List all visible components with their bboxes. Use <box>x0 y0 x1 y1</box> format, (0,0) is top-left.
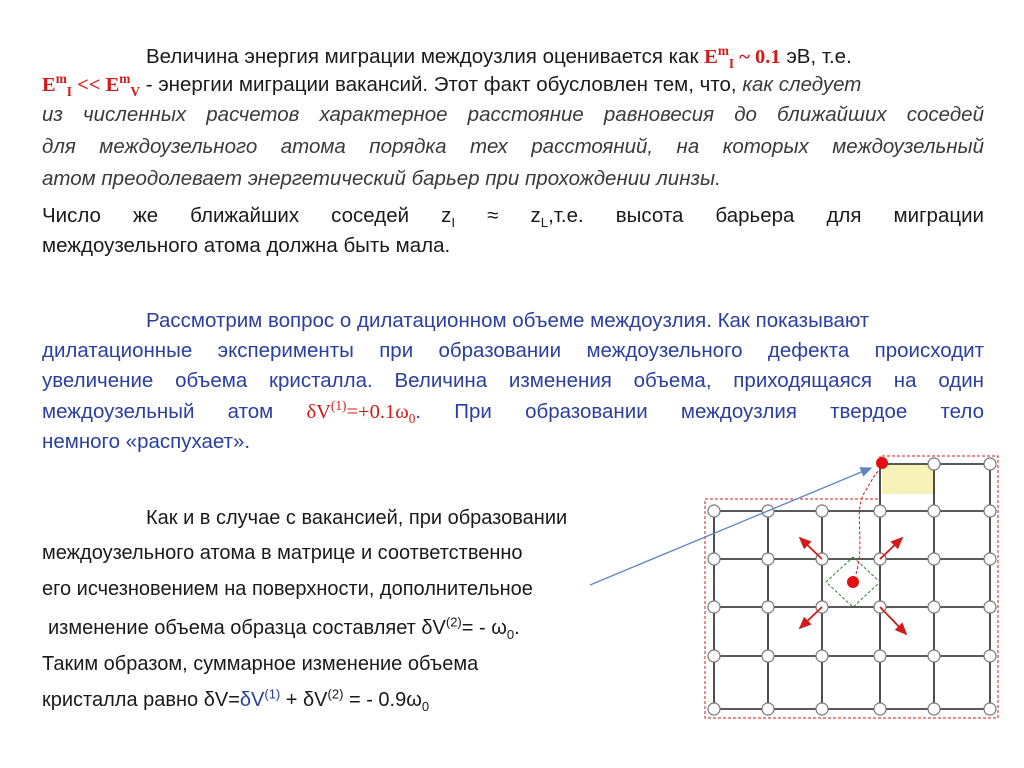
blue-line1: Рассмотрим вопрос о дилатационном объеме междоузлия. Как показывают <box>146 309 870 332</box>
blue-line3: увеличение объема кристалла. Величина изменения объема, приходящаяся на один <box>42 369 984 392</box>
para2-line2: междоузельного атома должна быть мала. <box>42 234 451 257</box>
para3-line2: междоузельного атома в матрице и соответственно <box>42 542 523 564</box>
blue-line4: междоузельный атом $\delta V^{(1)}=+0.1\omega_0$. При образовании междоузлия твердое тело <box>42 398 984 427</box>
blue-line5: немного «распухает». <box>42 430 251 453</box>
para3-line6: кристалла равно $\delta V=\delta V^{(1)} + \delta V^{(2)}$ = - $0.9\omega_0$ <box>42 686 430 714</box>
para3-line1: Как и в случае с вакансией, при образовании <box>146 507 568 529</box>
pointer-arrow <box>590 468 871 585</box>
surface-highlight <box>882 464 934 494</box>
em-i-symbol: $E^m_I$ ~ 0.1 <box>704 43 781 72</box>
para1-line1: Величина энергия миграции междоузлия оценивается как $E^m_I$ ~ 0.1 эВ, т.е. <box>146 43 852 72</box>
para3-line3: его исчезновением на поверхности, дополнительное <box>42 578 533 600</box>
para1-line4: для междоузельного атома порядка тех расстояний, на которых междоузельный <box>42 135 984 158</box>
para2-line1: Число же ближайших соседей $z_I \approx z_L,т.е$. высота барьера для миграции <box>42 204 984 231</box>
blue-line2: дилатационные эксперименты при образовании междоузельного дефекта происходит <box>42 339 984 362</box>
surface-atom <box>876 457 888 469</box>
para1-line5: атом преодолевает энергетический барьер при прохождении линзы. <box>42 167 721 190</box>
dv1-formula: $\delta V^{(1)}=+0.1\omega_0$ <box>306 398 416 427</box>
interstitial-atom <box>847 576 859 588</box>
para3-line4: изменение объема образца составляет $\delta V^{(2)}= - \omega_0$. <box>48 614 520 642</box>
para1-line2: $E^m_I << E^m_V$ - энергии миграции вакансий. Этот факт обусловлен тем, что, как следует <box>42 71 862 100</box>
para1-line3: из численных расчетов характерное расстояние равновесия до ближайших соседей <box>42 103 984 126</box>
para3-line5: Таким образом, суммарное изменение объема <box>42 653 479 675</box>
